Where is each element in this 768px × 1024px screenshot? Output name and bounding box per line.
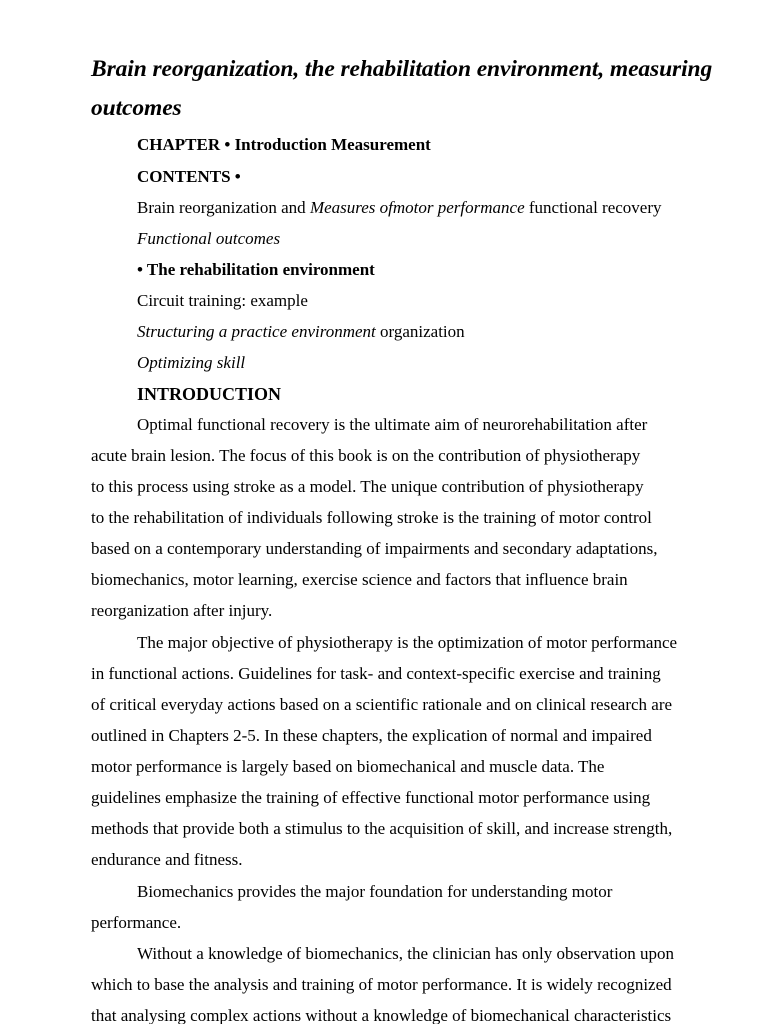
body-line: outlined in Chapters 2-5. In these chapters, the explication of normal and impaired [91,726,652,745]
body-line: based on a contemporary understanding of impairments and secondary adaptations, [91,539,658,558]
body-line: motor performance is largely based on biomechanical and muscle data. The [91,757,605,776]
body-line: guidelines emphasize the training of effective functional motor performance using [91,788,651,807]
body-line: acute brain lesion. The focus of this book is on the contribution of physiotherapy [91,446,641,465]
body-line: that analysing complex actions without a knowledge of biomechanical characteristics [91,1006,672,1024]
body-line: Biomechanics provides the major foundation for understanding motor [137,882,613,901]
body-line: The major objective of physiotherapy is the optimization of motor performance [137,633,678,652]
contents-label: CONTENTS • [137,167,241,186]
chapter-line: CHAPTER • Introduction Measurement [137,135,431,154]
toc-item-functional-outcomes: Functional outcomes [137,229,281,248]
body-line: reorganization after injury. [91,601,273,620]
toc-item-text: organization [375,322,465,341]
toc-item-practice-environment [137,321,465,343]
toc-item-text: Brain reorganization and [137,198,310,217]
document-title: Brain reorganization, the rehabilitation environment, measuring outcomes [91,56,713,121]
toc-item-text: functional recovery [524,198,662,217]
toc-item-brain-reorganization [137,197,662,219]
toc-item-circuit-training: Circuit training: example [137,291,308,310]
body-line: which to base the analysis and training of motor performance. It is widely recognized [91,975,672,994]
body-line: to this process using stroke as a model. The unique contribution of physiotherapy [91,477,644,496]
body-line: of critical everyday actions based on a scientific rationale and on clinical research are [91,695,673,714]
toc-item-italic-text: Structuring a practice environment [137,322,376,341]
toc-item-optimizing-skill: Optimizing skill [137,353,246,372]
toc-item-italic-text: Measures ofmotor performance [309,198,525,217]
section-heading: INTRODUCTION [137,384,282,404]
toc-item-rehabilitation-environment: • The rehabilitation environment [137,260,375,279]
body-line: methods that provide both a stimulus to the acquisition of skill, and increase strength, [91,819,673,838]
body-line: biomechanics, motor learning, exercise science and factors that influence brain [91,570,628,589]
body-line: Without a knowledge of biomechanics, the clinician has only observation upon [137,944,675,963]
body-line: to the rehabilitation of individuals following stroke is the training of motor control [91,508,652,527]
body-line: Optimal functional recovery is the ultimate aim of neurorehabilitation after [137,415,648,434]
body-line: in functional actions. Guidelines for task- and context-specific exercise and training [91,664,661,683]
body-line: endurance and fitness. [91,850,243,869]
body-line: performance. [91,913,182,932]
